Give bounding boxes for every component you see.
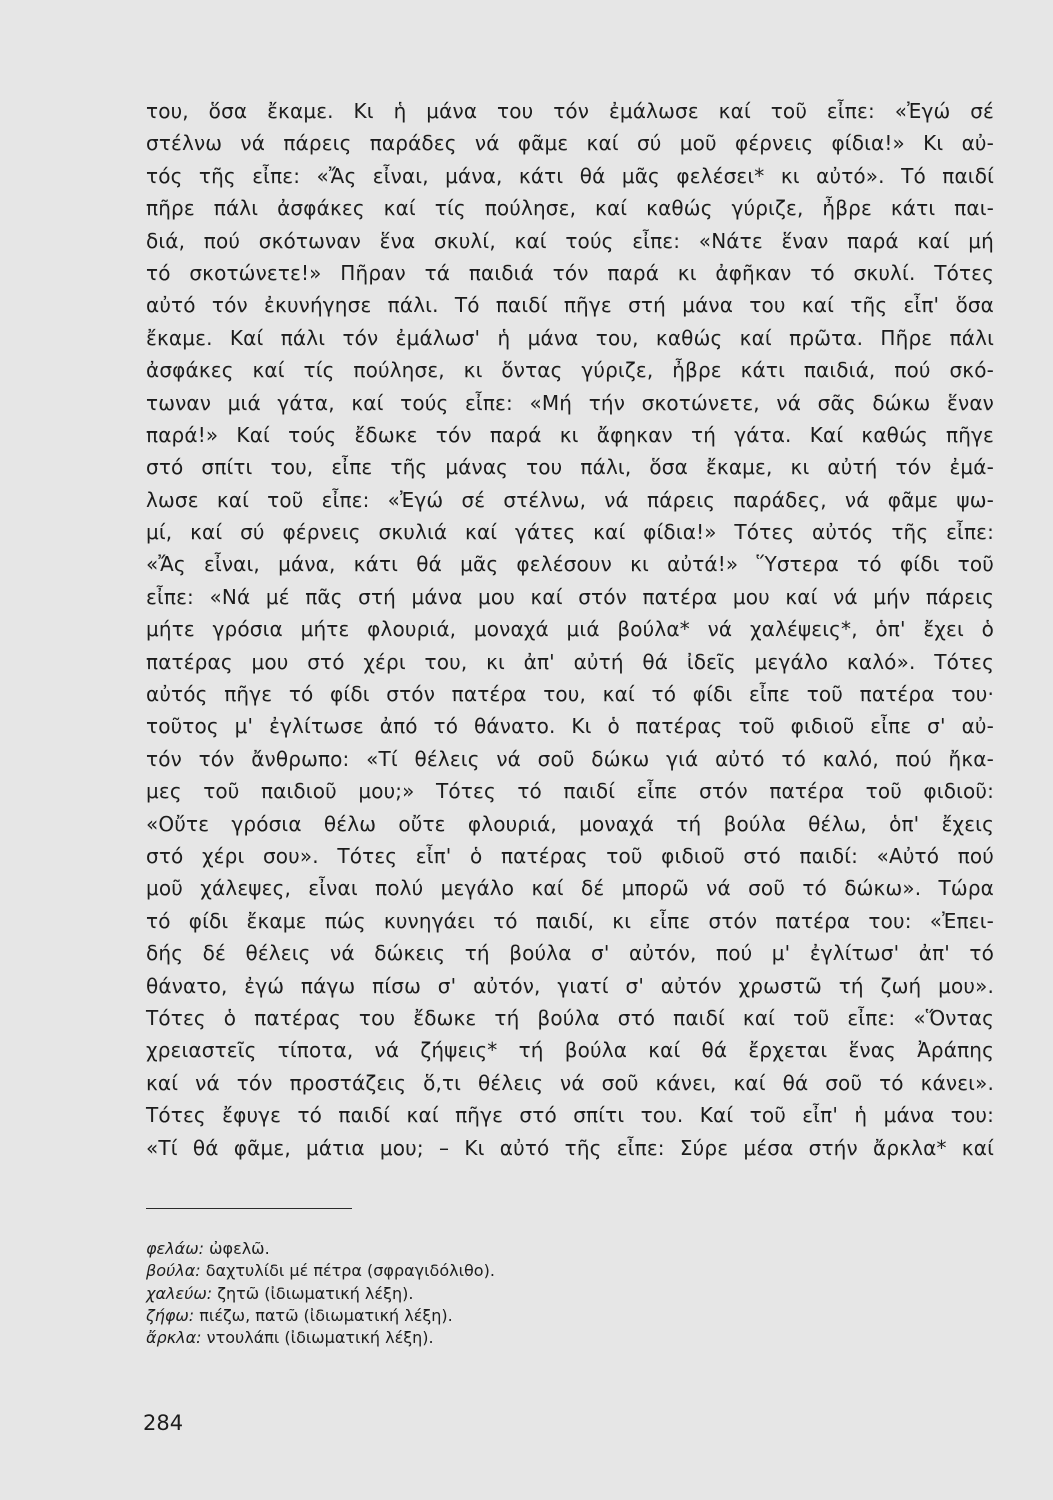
text-line: αὐτό τόν ἐκυνήγησε πάλι. Τό παιδί πῆγε στή μάνα του καί τῆς εἶπ' ὅσα (146, 293, 994, 318)
footnotes (146, 1238, 846, 1349)
footnote (146, 1283, 846, 1305)
text-line: χρειαστεῖς τίποτα, νά ζήψεις* τή βούλα καί θά ἔρχεται ἕνας Ἀράπης (146, 1038, 994, 1063)
text-line: «Οὔτε γρόσια θέλω οὔτε φλουριά, μοναχά τή βούλα θέλω, ὁπ' ἔχεις (146, 811, 994, 836)
footnote (146, 1305, 846, 1327)
text-line: μήτε γρόσια μήτε φλουριά, μοναχά μιά βούλα* νά χαλέψεις*, ὁπ' ἔχει ὁ (146, 617, 994, 642)
text-line: τό φίδι ἔκαμε πώς κυνηγάει τό παιδί, κι εἶπε στόν πατέρα του: «Ἐπει- (146, 908, 994, 933)
footnote (146, 1260, 846, 1282)
text-line: «Τί θά φᾶμε, μάτια μου; – Κι αὐτό τῆς εἶπε: Σύρε μέσα στήν ἄρκλα* καί (146, 1135, 994, 1160)
text-line: θάνατο, ἐγώ πάγω πίσω σ' αὐτόν, γιατί σ' αὐτόν χρωστῶ τή ζωή μου». (146, 973, 994, 998)
text-line: μοῦ χάλεψες, εἶναι πολύ μεγάλο καί δέ μπορῶ νά σοῦ τό δώκω». Τώρα (146, 876, 994, 901)
text-line: εἶπε: «Νά μέ πᾶς στή μάνα μου καί στόν πατέρα μου καί νά μήν πάρεις (146, 584, 994, 609)
page-number: 284 (143, 1411, 184, 1435)
footnote-definition: ὠφελῶ. (209, 1239, 270, 1258)
text-line: δής δέ θέλεις νά δώκεις τή βούλα σ' αὐτόν, πού μ' ἐγλίτωσ' ἀπ' τό (146, 941, 994, 966)
text-line: μί, καί σύ φέρνεις σκυλιά καί γάτες καί φίδια!» Τότες αὐτός τῆς εἶπε: (146, 520, 994, 545)
footnote-term: ζήφω: (146, 1305, 195, 1325)
text-line: μες τοῦ παιδιοῦ μου;» Τότες τό παιδί εἶπε στόν πατέρα τοῦ φιδιοῦ: (146, 779, 994, 804)
text-line: Τότες ὁ πατέρας του ἔδωκε τή βούλα στό παιδί καί τοῦ εἶπε: «Ὅντας (146, 1005, 994, 1030)
text-line: «Ἄς εἶναι, μάνα, κάτι θά μᾶς φελέσουν κι αὐτά!» Ὕστερα τό φίδι τοῦ (146, 552, 994, 577)
text-line: διά, πού σκότωναν ἕνα σκυλί, καί τούς εἶπε: «Νάτε ἕναν παρά καί μή (146, 228, 994, 253)
footnote-term: βούλα: (146, 1261, 201, 1281)
footnote-term: χαλεύω: (146, 1283, 213, 1303)
text-line: λωσε καί τοῦ εἶπε: «Ἐγώ σέ στέλνω, νά πάρεις παράδες, νά φᾶμε ψω- (146, 487, 994, 512)
footnote (146, 1238, 846, 1260)
text-line: τόν τόν ἄνθρωπο: «Τί θέλεις νά σοῦ δώκω γιά αὐτό τό καλό, πού ἤκα- (146, 746, 994, 771)
text-line: του, ὅσα ἔκαμε. Κι ἡ μάνα του τόν ἐμάλωσε καί τοῦ εἶπε: «Ἐγώ σέ (146, 99, 994, 123)
text-line: τός τῆς εἶπε: «Ἄς εἶναι, μάνα, κάτι θά μᾶς φελέσει* κι αὐτό». Τό παιδί (146, 163, 994, 188)
text-line: στό χέρι σου». Τότες εἶπ' ὁ πατέρας τοῦ φιδιοῦ στό παιδί: «Αὐτό πού (146, 843, 994, 868)
text-line: ἔκαμε. Καί πάλι τόν ἐμάλωσ' ἡ μάνα του, καθώς καί πρῶτα. Πῆρε πάλι (146, 325, 994, 350)
text-line: πατέρας μου στό χέρι του, κι ἀπ' αὐτή θά ἰδεῖς μεγάλο καλό». Τότες (146, 649, 994, 674)
footnote-term: ἄρκλα: (146, 1328, 202, 1348)
text-line: στό σπίτι του, εἶπε τῆς μάνας του πάλι, ὅσα ἔκαμε, κι αὐτή τόν ἐμά- (146, 455, 994, 480)
footnote-definition: ζητῶ (ἰδιωματική λέξη). (217, 1283, 414, 1303)
text-line: τωναν μιά γάτα, καί τούς εἶπε: «Μή τήν σκοτώνετε, νά σᾶς δώκω ἕναν (146, 390, 994, 415)
text-line: καί νά τόν προστάζεις ὅ,τι θέλεις νά σοῦ κάνει, καί θά σοῦ τό κάνει». (146, 1070, 994, 1095)
text-line: πῆρε πάλι ἀσφάκες καί τίς πούλησε, καί καθώς γύριζε, ἦβρε κάτι παι- (146, 196, 994, 221)
text-line: αὐτός πῆγε τό φίδι στόν πατέρα του, καί τό φίδι εἶπε τοῦ πατέρα του· (146, 682, 994, 707)
text-line: παρά!» Καί τούς ἔδωκε τόν παρά κι ἄφηκαν τή γάτα. Καί καθώς πῆγε (146, 422, 994, 447)
footnote-divider (146, 1208, 352, 1209)
footnote-term: φελάω: (146, 1239, 205, 1258)
footnote-definition: ντουλάπι (ἰδιωματική λέξη). (206, 1328, 434, 1348)
text-line: Τότες ἔφυγε τό παιδί καί πῆγε στό σπίτι του. Καί τοῦ εἶπ' ἡ μάνα του: (146, 1103, 994, 1128)
body-text (146, 95, 994, 1164)
text-line: ἀσφάκες καί τίς πούλησε, κι ὅντας γύριζε, ἦβρε κάτι παιδιά, πού σκό- (146, 358, 994, 383)
footnote-definition: πιέζω, πατῶ (ἰδιωματική λέξη). (199, 1305, 453, 1325)
footnote (146, 1327, 846, 1349)
text-line: τό σκοτώνετε!» Πῆραν τά παιδιά τόν παρά κι ἀφῆκαν τό σκυλί. Τότες (146, 260, 994, 285)
footnote-definition: δαχτυλίδι μέ πέτρα (σφραγιδόλιθο). (205, 1261, 495, 1281)
text-line: τοῦτος μ' ἐγλίτωσε ἀπό τό θάνατο. Κι ὁ πατέρας τοῦ φιδιοῦ εἶπε σ' αὐ- (146, 714, 994, 739)
text-line: στέλνω νά πάρεις παράδες νά φᾶμε καί σύ μοῦ φέρνεις φίδια!» Κι αὐ- (146, 131, 994, 156)
